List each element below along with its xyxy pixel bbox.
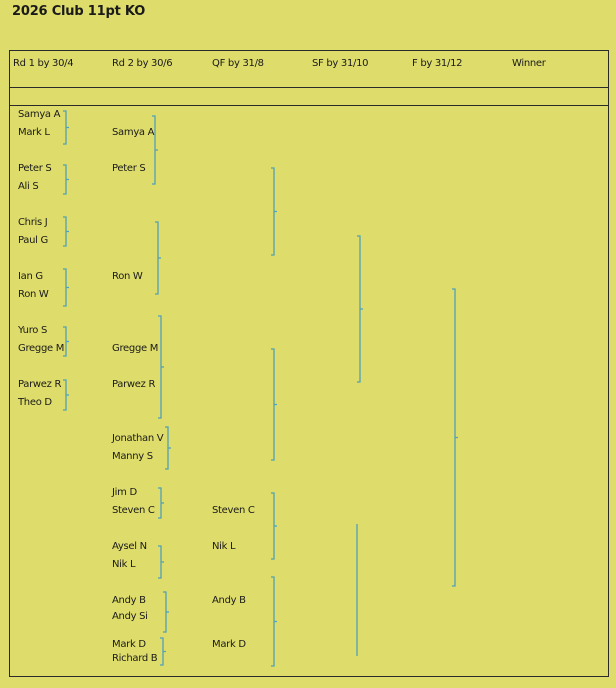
round2-entry: Ron W [112,271,143,282]
bracket-frame [9,50,609,677]
round2-entry: Nik L [112,559,136,570]
round2-entry: Andy Si [112,611,148,622]
round1-entry: Gregge M [18,343,65,354]
header-divider-bottom [9,105,609,106]
round2-entry: Manny S [112,451,153,462]
round1-entry: Chris J [18,217,48,228]
header-round1: Rd 1 by 30/4 [13,58,74,69]
header-semi-final: SF by 31/10 [312,58,369,69]
header-round2: Rd 2 by 30/6 [112,58,173,69]
round2-entry: Peter S [112,163,146,174]
quarter-final-entry: Steven C [212,505,255,516]
quarter-final-entry: Andy B [212,595,246,606]
round2-entry: Andy B [112,595,146,606]
page-title: 2026 Club 11pt KO [12,4,146,19]
round2-entry: Aysel N [112,541,147,552]
round2-entry: Gregge M [112,343,159,354]
round1-entry: Ian G [18,271,43,282]
header-divider [9,87,609,88]
round2-entry: Parwez R [112,379,156,390]
round2-entry: Steven C [112,505,155,516]
quarter-final-entry: Nik L [212,541,236,552]
round1-entry: Samya A [18,109,61,120]
round1-entry: Ron W [18,289,49,300]
round1-entry: Mark L [18,127,50,138]
round2-entry: Samya A [112,127,155,138]
header-quarter-final: QF by 31/8 [212,58,264,69]
round1-entry: Theo D [18,397,52,408]
round1-entry: Paul G [18,235,48,246]
header-final: F by 31/12 [412,58,463,69]
round2-entry: Jonathan V [112,433,164,444]
round1-entry: Ali S [18,181,39,192]
round2-entry: Jim D [112,487,137,498]
header-winner: Winner [512,58,546,69]
round1-entry: Parwez R [18,379,62,390]
round1-entry: Peter S [18,163,52,174]
round2-entry: Mark D [112,639,146,650]
round2-entry: Richard B [112,653,158,664]
quarter-final-entry: Mark D [212,639,246,650]
round1-entry: Yuro S [18,325,48,336]
